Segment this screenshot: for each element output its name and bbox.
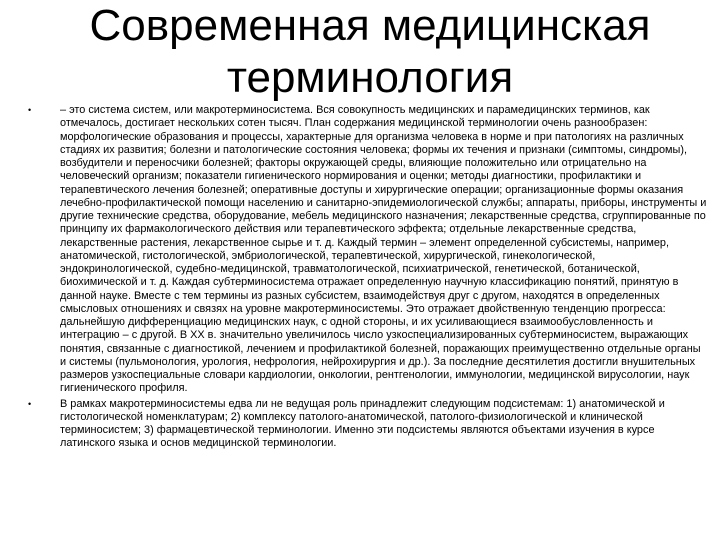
bullet-text: В рамках макротерминосистемы едва ли не ведущая роль принадлежит следующим подсистемам: 1) анатомической и гистологической номенклатурам; 2) комплексу патолого-анатомической, патолого-физиологической и клинической терминосистем; 3) фармацевтической терминологии. Именно эти подсистемы являются объектами изучения в курсе латинского языка и основ медицинской терминологии.: [60, 397, 665, 450]
bullet-item: [28, 398, 708, 451]
bullet-marker: •: [28, 398, 32, 409]
bullet-list: [28, 104, 708, 451]
bullet-item: [28, 104, 708, 396]
slide-title: Современная медицинская терминология: [89, 1, 651, 102]
bullet-text: – это система систем, или макротерминосистема. Вся совокупность медицинских и парамедицинских терминов, как отмечалось, достигает нескольких сотен тысяч. План содержания медицинской терминологии очень разнообразен: морфологические образования и процессы, характерные для организма человека в норме и при патологиях на различных стадиях их развития; болезни и патологические состояния человека; формы их течения и признаки (симптомы, синдромы), возбудители и переносчики болезней; факторы окружающей среды, влияющие положительно или отрицательно на человеческий организм; показатели гигиенического нормирования и оценки; методы диагностики, профилактики и терапевтического лечения болезней; оперативные доступы и хирургические операции; организационные формы оказания лечебно-профилактической помощи населению и санитарно-эпидемиологической службы; аппараты, приборы, инструменты и другие технические средства, оборудование, мебель медицинского назначения; лекарственные средства, сгруппированные по принципу их фармакологического действия или терапевтического эффекта; отдельные лекарственные средства, лекарственные растения, лекарственное сырье и т. д. Каждый термин – элемент определенной субсистемы, например, анатомической, гистологической, эмбриологической, терапевтической, хирургической, гинекологической, эндокринологической, судебно-медицинской, травматологической, психиатрической, генетической, ботанической, биохимической и т. д. Каждая субтерминосистема отражает определенную научную классификацию понятий, принятую в данной науке. Вместе с тем термины из разных субсистем, взаимодействуя друг с другом, находятся в определенных смысловых отношениях и связях на уровне макротерминосистемы. Это отражает двойственную тенденцию прогресса: дальнейшую дифференциацию медицинских наук, с одной стороны, и их усиливающиеся взаимообусловленность и интеграцию – с другой. В XX в. значительно увеличилось число узкоспециализированных субтерминосистем, выражающих понятия, связанные с диагностикой, лечением и профилактикой болезней, поражающих преимущественно отдельные органы и системы (пульмонология, урология, нефрология, нейрохирургия и др.). За последние десятилетия достигли внушительных размеров узкоспециальные словари кардиологии, онкологии, рентгенологии, иммунологии, медицинской вирусологии, наук гигиенического профиля.: [60, 104, 707, 395]
bullet-marker: •: [28, 105, 32, 115]
